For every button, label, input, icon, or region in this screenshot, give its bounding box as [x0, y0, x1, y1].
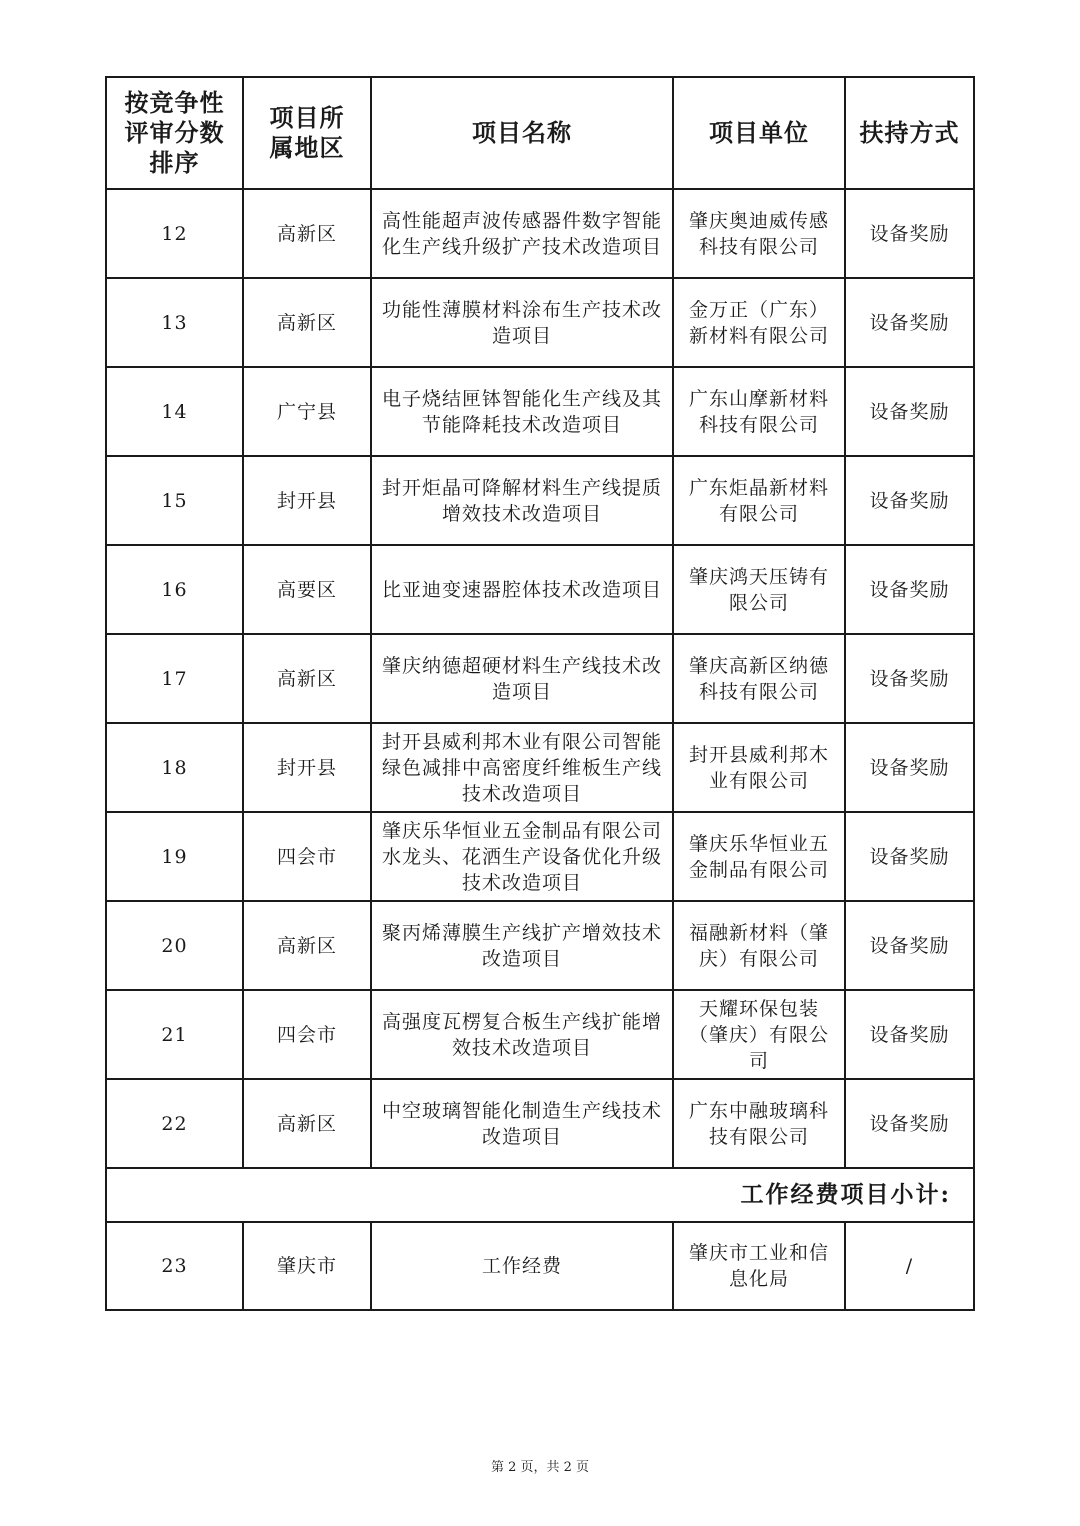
subtotal-row — [106, 1168, 974, 1222]
cell-project-unit: 广东炬晶新材料有限公司 — [673, 456, 845, 545]
cell-project-name: 中空玻璃智能化制造生产线技术改造项目 — [371, 1079, 673, 1168]
cell-project-name: 电子烧结匣钵智能化生产线及其节能降耗技术改造项目 — [371, 367, 673, 456]
header-unit: 项目单位 — [673, 77, 845, 189]
cell-rank: 18 — [106, 723, 243, 812]
cell-rank: 15 — [106, 456, 243, 545]
table-row — [106, 723, 974, 812]
cell-rank: 23 — [106, 1222, 243, 1310]
cell-rank: 17 — [106, 634, 243, 723]
cell-project-unit: 肇庆市工业和信息化局 — [673, 1222, 845, 1310]
cell-project-name: 聚丙烯薄膜生产线扩产增效技术改造项目 — [371, 901, 673, 990]
cell-region: 四会市 — [243, 812, 371, 901]
cell-rank: 12 — [106, 189, 243, 278]
cell-project-name: 封开炬晶可降解材料生产线提质增效技术改造项目 — [371, 456, 673, 545]
cell-project-unit: 肇庆奥迪威传感科技有限公司 — [673, 189, 845, 278]
table-row — [106, 990, 974, 1079]
table-header-row — [106, 77, 974, 189]
header-region: 项目所属地区 — [243, 77, 371, 189]
header-name: 项目名称 — [371, 77, 673, 189]
cell-region: 高新区 — [243, 189, 371, 278]
cell-region: 高新区 — [243, 634, 371, 723]
cell-project-name: 高性能超声波传感器件数字智能化生产线升级扩产技术改造项目 — [371, 189, 673, 278]
cell-project-name: 高强度瓦楞复合板生产线扩能增效技术改造项目 — [371, 990, 673, 1079]
table-body — [106, 189, 974, 1168]
header-rank: 按竞争性评审分数排序 — [106, 77, 243, 189]
table-row — [106, 634, 974, 723]
cell-project-name: 比亚迪变速器腔体技术改造项目 — [371, 545, 673, 634]
cell-region: 封开县 — [243, 456, 371, 545]
cell-project-unit: 肇庆乐华恒业五金制品有限公司 — [673, 812, 845, 901]
cell-support-method: 设备奖励 — [845, 1079, 974, 1168]
page-number: 第 2 页，共 2 页 — [490, 1460, 590, 1475]
header-support: 扶持方式 — [845, 77, 974, 189]
cell-project-name: 工作经费 — [371, 1222, 673, 1310]
table-row — [106, 189, 974, 278]
cell-region: 高新区 — [243, 1079, 371, 1168]
cell-support-method: 设备奖励 — [845, 456, 974, 545]
table-row — [106, 278, 974, 367]
cell-rank: 20 — [106, 901, 243, 990]
table-row — [106, 901, 974, 990]
cell-rank: 13 — [106, 278, 243, 367]
table-row — [106, 1079, 974, 1168]
cell-support-method: 设备奖励 — [845, 545, 974, 634]
cell-support-method: 设备奖励 — [845, 812, 974, 901]
cell-region: 高新区 — [243, 901, 371, 990]
cell-support-method: / — [845, 1222, 974, 1310]
cell-rank: 21 — [106, 990, 243, 1079]
cell-support-method: 设备奖励 — [845, 990, 974, 1079]
cell-support-method: 设备奖励 — [845, 278, 974, 367]
cell-project-unit: 肇庆高新区纳德科技有限公司 — [673, 634, 845, 723]
cell-support-method: 设备奖励 — [845, 901, 974, 990]
cell-project-name: 肇庆乐华恒业五金制品有限公司水龙头、花洒生产设备优化升级技术改造项目 — [371, 812, 673, 901]
cell-rank: 14 — [106, 367, 243, 456]
cell-project-unit: 广东山摩新材料科技有限公司 — [673, 367, 845, 456]
cell-region: 广宁县 — [243, 367, 371, 456]
table-row — [106, 1222, 974, 1310]
subtotal-label: 工作经费项目小计: — [106, 1168, 974, 1222]
table-row — [106, 367, 974, 456]
cell-project-unit: 福融新材料（肇庆）有限公司 — [673, 901, 845, 990]
cell-region: 封开县 — [243, 723, 371, 812]
cell-region: 高要区 — [243, 545, 371, 634]
cell-rank: 22 — [106, 1079, 243, 1168]
cell-support-method: 设备奖励 — [845, 189, 974, 278]
cell-support-method: 设备奖励 — [845, 634, 974, 723]
table-row — [106, 812, 974, 901]
table-row — [106, 456, 974, 545]
cell-support-method: 设备奖励 — [845, 367, 974, 456]
cell-project-unit: 封开县威利邦木业有限公司 — [673, 723, 845, 812]
cell-project-unit: 金万正（广东）新材料有限公司 — [673, 278, 845, 367]
cell-rank: 19 — [106, 812, 243, 901]
cell-project-unit: 天耀环保包装（肇庆）有限公司 — [673, 990, 845, 1079]
cell-project-name: 肇庆纳德超硬材料生产线技术改造项目 — [371, 634, 673, 723]
cell-rank: 16 — [106, 545, 243, 634]
cell-project-name: 封开县威利邦木业有限公司智能绿色减排中高密度纤维板生产线技术改造项目 — [371, 723, 673, 812]
project-table — [105, 76, 975, 1311]
cell-project-unit: 广东中融玻璃科技有限公司 — [673, 1079, 845, 1168]
cell-support-method: 设备奖励 — [845, 723, 974, 812]
cell-region: 高新区 — [243, 278, 371, 367]
cell-region: 四会市 — [243, 990, 371, 1079]
cell-region: 肇庆市 — [243, 1222, 371, 1310]
cell-project-name: 功能性薄膜材料涂布生产技术改造项目 — [371, 278, 673, 367]
table-row — [106, 545, 974, 634]
cell-project-unit: 肇庆鸿天压铸有限公司 — [673, 545, 845, 634]
